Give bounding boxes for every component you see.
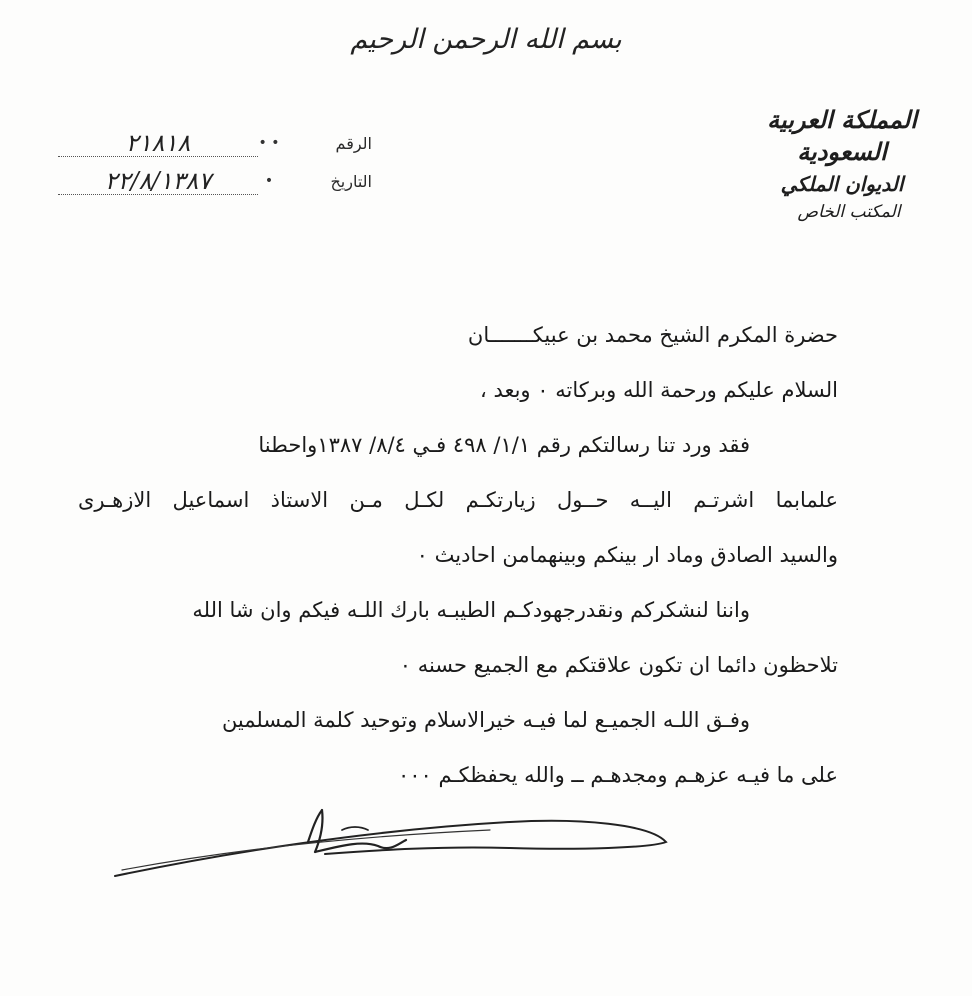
reference-block xyxy=(58,124,378,200)
letterhead-royal-court: الديوان الملكي xyxy=(780,172,904,196)
letterhead xyxy=(722,104,962,224)
letter-line: واننا لنشكركم ونقدرجهودكـم الطيبـه بارك اللـه فيكم وان شا الله xyxy=(192,598,750,622)
letter-line: تلاحظون دائما ان تكون علاقتكم مع الجميع حسنه ٠ xyxy=(399,653,838,677)
reference-date-row xyxy=(58,162,378,200)
letter-addressee: حضرة المكرم الشيخ محمد بن عبيكـــــــان xyxy=(467,323,838,347)
signature-image xyxy=(110,800,680,890)
reference-date-label: التاريخ xyxy=(330,171,372,191)
letterhead-private-office: المكتب الخاص xyxy=(797,202,901,222)
letter-body xyxy=(78,308,838,803)
basmala-heading: بسم الله الرحمن الرحيم xyxy=(350,24,622,55)
reference-number-row xyxy=(58,124,378,162)
reference-date-value: ٢٢/٨/١٣٨٧ xyxy=(58,168,258,195)
reference-number-value: ٢١٨١٨ xyxy=(58,130,258,157)
letter-line: على ما فيـه عزهـم ومجدهـم ــ والله يحفظكـم ٠٠٠ xyxy=(397,763,838,787)
reference-number-label: الرقم xyxy=(335,133,372,153)
letter-line: وفـق اللـه الجميـع لما فيـه خيرالاسلام وتوحيد كلمة المسلمين xyxy=(221,708,750,732)
reference-number-dots: • • xyxy=(258,135,280,151)
letterhead-kingdom: المملكة العربية السعودية xyxy=(767,105,917,166)
letter-line: علمابما اشرتـم اليــه حــول زيارتكـم لكـل مـن الاستاذ اسماعيل الازهـرى xyxy=(78,488,838,512)
letter-greeting: السلام عليكم ورحمة الله وبركاته ٠ وبعد ، xyxy=(479,378,838,402)
reference-date-dots: • xyxy=(264,173,274,189)
letter-line: فقد ورد تنا رسالتكم رقم ١/١/ ٤٩٨ فـي ٨/٤/ ١٣٨٧واحطنا xyxy=(258,433,750,457)
letter-line: والسيد الصادق وماد ار بينكم وبينهمامن احاديث ٠ xyxy=(416,543,838,567)
